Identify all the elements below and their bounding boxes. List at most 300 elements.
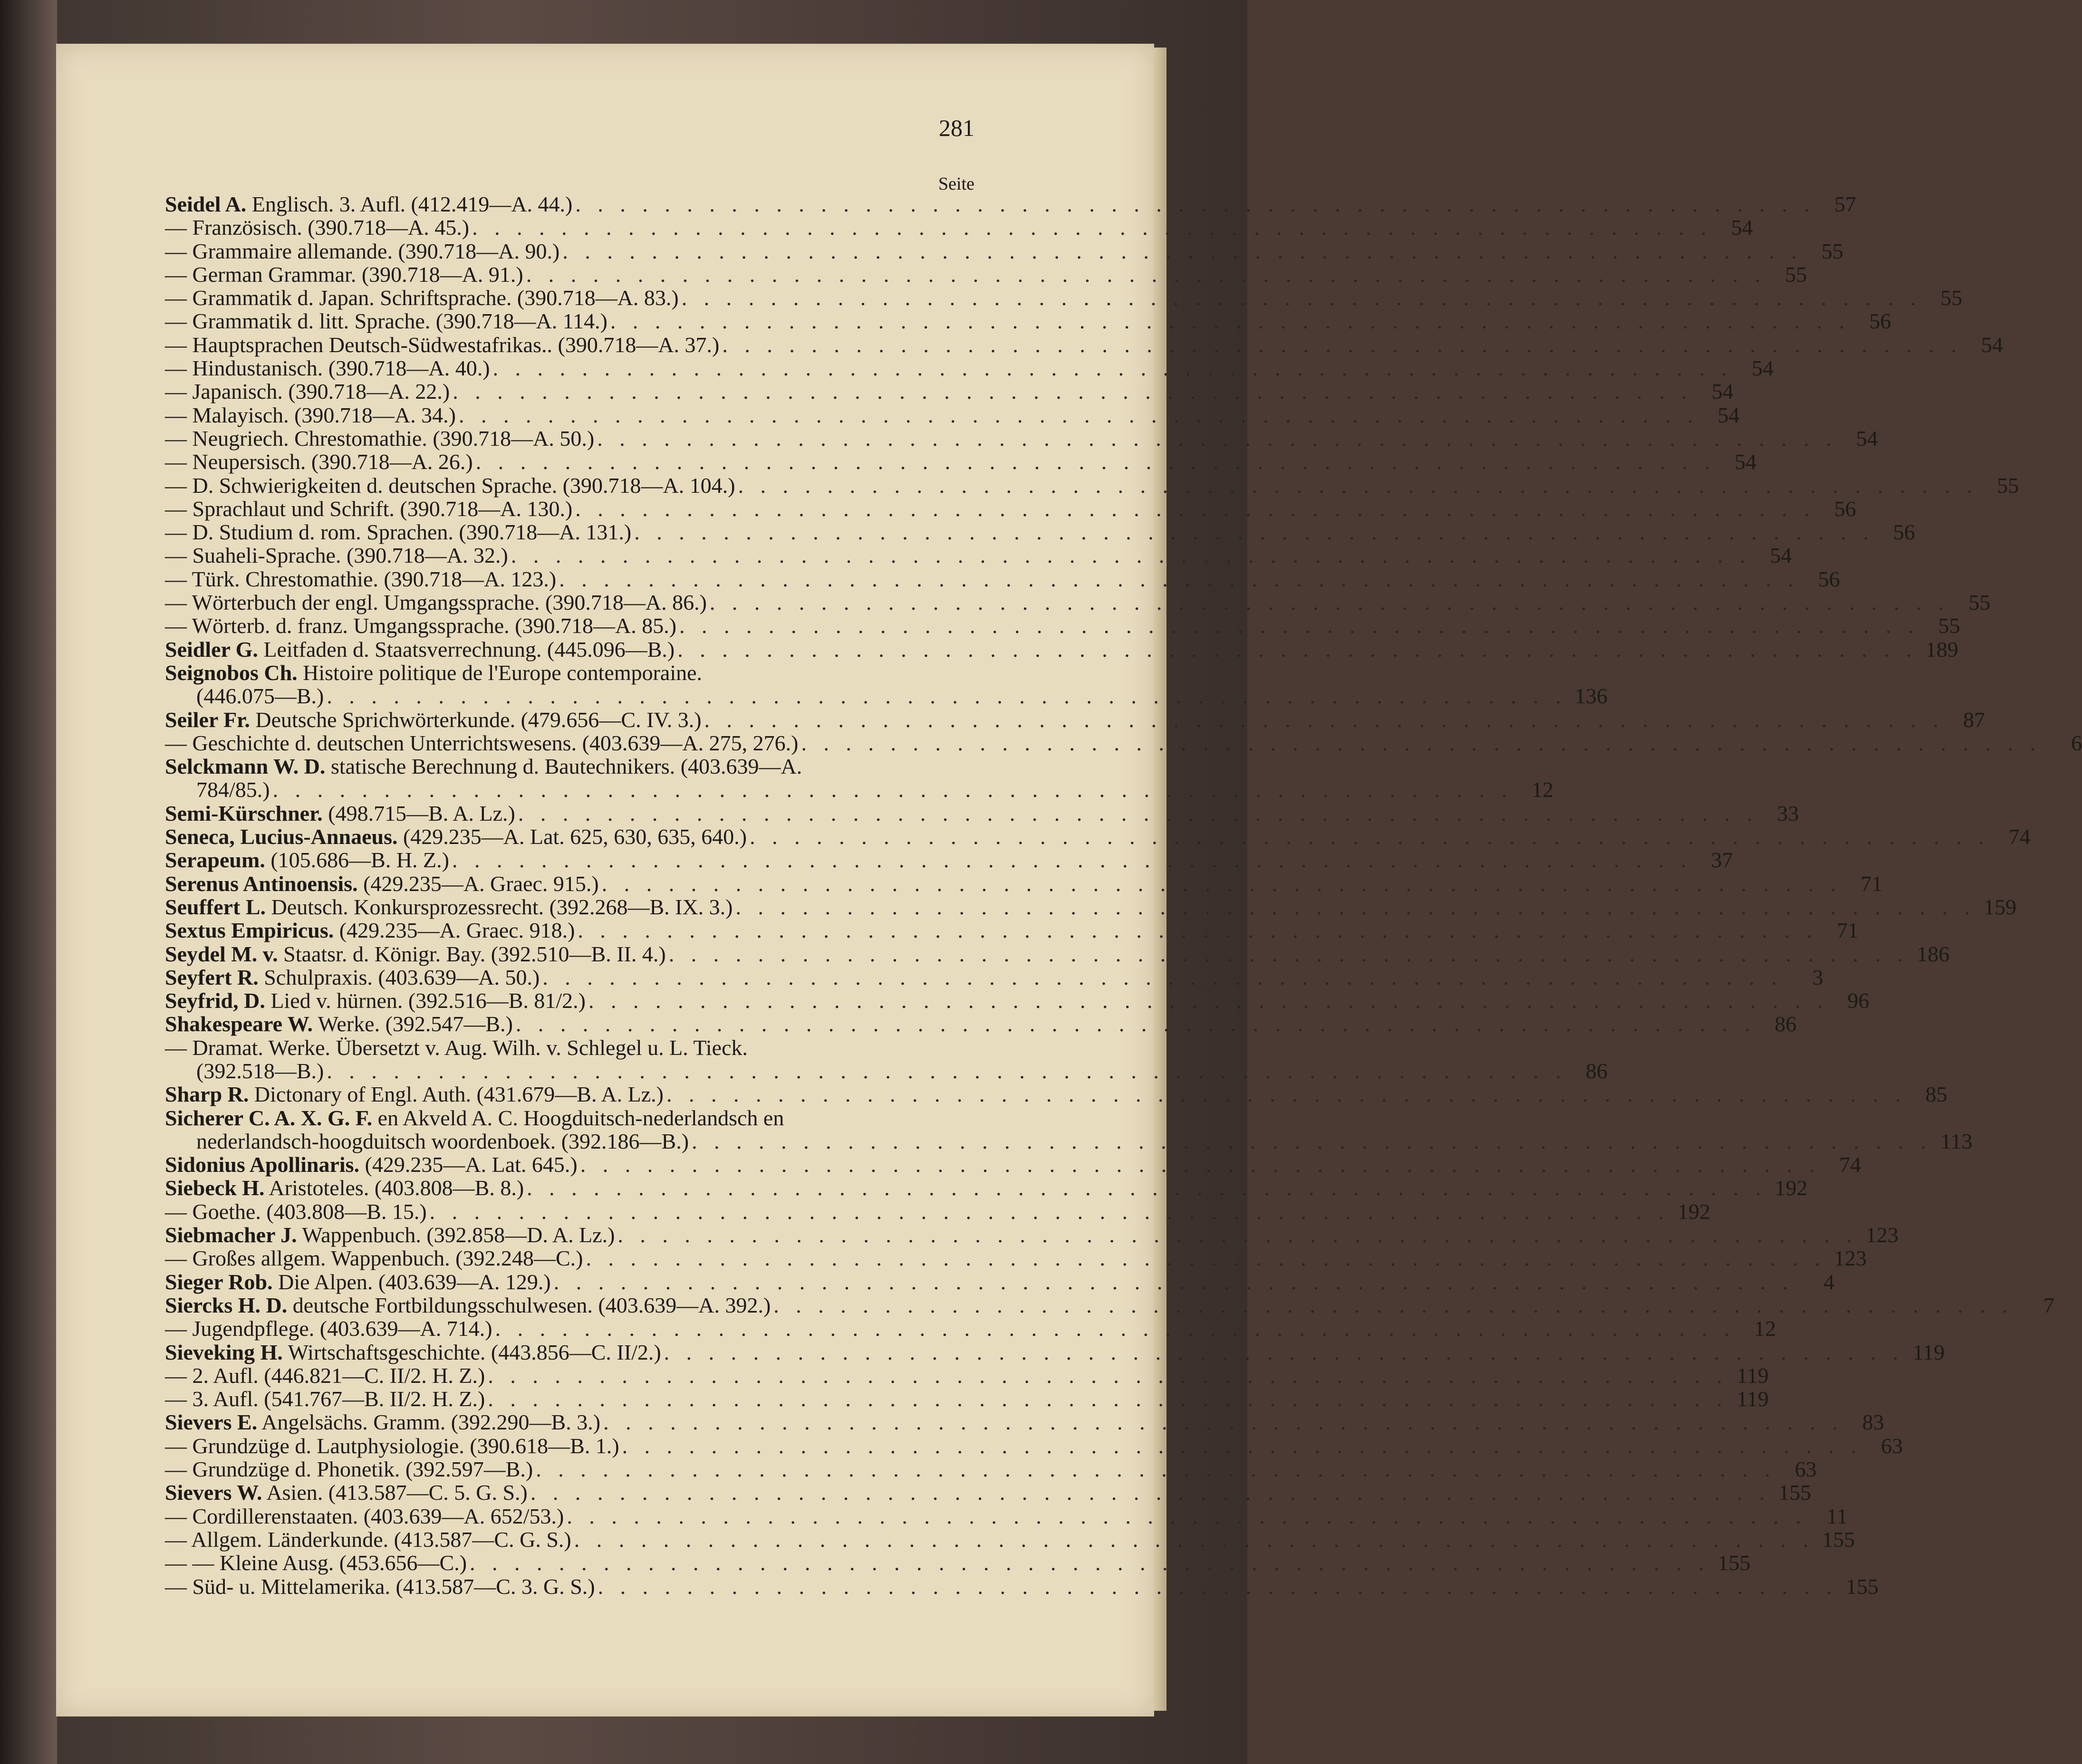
entry-title: Angelsächs. Gramm. (392.290—B. 3.) xyxy=(261,1410,601,1435)
index-entry xyxy=(165,309,1891,334)
entry-title: — Grammaire allemande. (390.718—A. 90.) xyxy=(165,239,560,263)
entry-text xyxy=(165,1317,492,1340)
entry-page-ref: 55 xyxy=(1821,239,1843,263)
entry-page-ref: 186 xyxy=(1917,941,1950,966)
entry-page-ref: 83 xyxy=(1862,1410,1884,1435)
index-entry xyxy=(165,1340,1945,1364)
leader-dots xyxy=(798,731,2044,755)
leader-dots xyxy=(575,919,1821,942)
leader-dots xyxy=(707,591,1953,614)
entry-page-ref: 56 xyxy=(1869,309,1891,334)
entry-page-ref: 71 xyxy=(1860,871,1883,896)
entry-page-ref: 155 xyxy=(1846,1574,1879,1599)
leader-dots xyxy=(559,240,1805,263)
leader-dots xyxy=(533,1457,1779,1481)
entry-title: — Goethe. (403.808—B. 15.) xyxy=(165,1199,427,1224)
index-entry xyxy=(165,566,1840,591)
index-entry xyxy=(165,1457,1817,1482)
entry-author: Seyfrid, D. xyxy=(165,988,265,1013)
entry-text xyxy=(165,450,473,473)
leader-dots xyxy=(619,1434,1865,1457)
entry-title: — Cordillerenstaaten. (403.639—A. 652/53.) xyxy=(165,1504,564,1528)
entry-author: Seydel M. v. xyxy=(165,941,278,966)
leader-dots xyxy=(719,333,1965,356)
index-entry xyxy=(165,192,1856,216)
entry-author: Shakespeare W. xyxy=(165,1012,313,1036)
entry-page-ref: 86 xyxy=(1774,1012,1797,1036)
entry-page-ref: 7 xyxy=(2043,1293,2054,1317)
index-entry xyxy=(165,1410,1884,1435)
leader-dots xyxy=(615,1223,1860,1246)
entry-text xyxy=(165,1294,771,1317)
entry-text xyxy=(165,1012,513,1035)
leader-dots xyxy=(578,1153,1823,1176)
entry-text xyxy=(165,1387,485,1410)
entry-page-ref: 155 xyxy=(1778,1480,1812,1505)
entry-page-ref: 11 xyxy=(1826,1504,1848,1528)
entry-author: Seneca, Lucius-Annaeus. xyxy=(165,824,398,849)
index-entry xyxy=(165,894,2016,919)
entry-text xyxy=(165,989,586,1012)
leader-dots xyxy=(324,1059,1570,1083)
leader-dots xyxy=(572,192,1818,216)
entry-text xyxy=(165,544,508,567)
entry-page-ref: 56 xyxy=(1893,520,1915,545)
entry-page-ref: 113 xyxy=(1940,1129,1973,1153)
entry-page-ref: 85 xyxy=(1925,1082,1947,1107)
entry-title: (429.235—A. Graec. 915.) xyxy=(363,871,599,896)
entry-title: (446.075—B.) xyxy=(196,684,324,709)
entry-text xyxy=(165,1246,583,1270)
index-entry xyxy=(165,590,1991,615)
index-entry xyxy=(165,684,1608,709)
index-entry xyxy=(165,239,1843,263)
index-entry xyxy=(165,707,1986,732)
index-entry xyxy=(165,824,2031,849)
entry-title: (105.686—B. H. Z.) xyxy=(270,848,449,872)
entry-text xyxy=(165,1434,619,1457)
entry-title: Englisch. 3. Aufl. (412.419—A. 44.) xyxy=(251,192,573,216)
entry-title: Histoire politique de l'Europe contemporaine. xyxy=(303,660,703,685)
entry-text xyxy=(165,1575,595,1598)
entry-text xyxy=(165,333,719,356)
entry-author: Sievers E. xyxy=(165,1410,258,1435)
entry-page-ref: 159 xyxy=(1983,894,2016,919)
index-entry xyxy=(165,496,1856,521)
entry-title: Die Alpen. (403.639—A. 129.) xyxy=(278,1269,551,1294)
entry-text xyxy=(165,1036,748,1059)
entry-title: — Geschichte d. deutschen Unterrichtswesens. (403.639—A. 275, 276.) xyxy=(165,730,799,755)
index-entries xyxy=(165,192,2082,1599)
entry-title: Wappenbuch. (392.858—D. A. Lz.) xyxy=(302,1223,615,1247)
index-entry xyxy=(165,777,1554,802)
index-entry xyxy=(165,988,1870,1013)
index-entry xyxy=(165,1504,1848,1528)
entry-text xyxy=(165,1410,600,1434)
index-entry xyxy=(165,1199,1711,1224)
entry-page-ref: 54 xyxy=(1711,379,1734,404)
leader-dots xyxy=(508,544,1754,567)
leader-dots xyxy=(515,802,1761,825)
index-entry xyxy=(165,520,1915,545)
entry-text xyxy=(165,497,572,520)
leader-dots xyxy=(427,1200,1673,1223)
leader-dots xyxy=(676,614,1922,637)
entry-text xyxy=(165,309,607,333)
entry-page-ref: 55 xyxy=(1997,473,2019,498)
index-entry xyxy=(165,1246,1867,1271)
entry-page-ref: 123 xyxy=(1834,1246,1867,1271)
index-entry xyxy=(165,730,2082,755)
index-entry xyxy=(165,941,1950,966)
leader-dots xyxy=(456,403,1702,427)
entry-title: — Grammatik d. litt. Sprache. (390.718—A. 114.) xyxy=(165,309,607,334)
entry-title: — D. Studium d. rom. Sprachen. (390.718—A. 131.) xyxy=(165,520,632,545)
leader-dots xyxy=(595,1575,1841,1598)
entry-title: — D. Schwierigkeiten d. deutschen Sprache. (390.718—A. 104.) xyxy=(165,473,735,498)
entry-author: Seidel A. xyxy=(165,192,247,216)
index-entry xyxy=(165,1129,1973,1153)
leader-dots xyxy=(771,1294,2016,1317)
entry-title: (429.235—A. Lat. 645.) xyxy=(365,1152,578,1177)
entry-title: — Süd- u. Mittelamerika. (413.587—C. 3. G. S.) xyxy=(165,1574,595,1599)
index-entry xyxy=(165,215,1753,240)
entry-author: Seiler Fr. xyxy=(165,707,250,732)
leader-dots xyxy=(675,638,1920,661)
entry-author: Seidler G. xyxy=(165,637,258,662)
entry-author: Siercks H. D. xyxy=(165,1293,288,1317)
entry-title: — — Kleine Ausg. (453.656—C.) xyxy=(165,1551,467,1575)
entry-title: (498.715—B. A. Lz.) xyxy=(328,801,515,825)
entry-text xyxy=(165,1551,467,1574)
index-entry xyxy=(165,1223,1899,1247)
entry-author: Selckmann W. D. xyxy=(165,754,326,779)
entry-title: statische Berechnung d. Bautechnikers. (403.639—A. xyxy=(330,754,802,779)
index-entry xyxy=(165,403,1740,427)
index-entry xyxy=(165,1082,1947,1107)
leader-dots xyxy=(702,708,1947,731)
index-entry xyxy=(165,1036,974,1059)
entry-text xyxy=(165,848,449,872)
index-entry xyxy=(165,965,1823,989)
index-entry xyxy=(165,426,1878,451)
leader-dots xyxy=(631,520,1877,544)
entry-text xyxy=(165,216,469,239)
entry-title: Werke. (392.547—B.) xyxy=(318,1012,513,1036)
entry-title: nederlandsch-hoogduitsch woordenboek. (392.186—B.) xyxy=(196,1129,689,1153)
entry-page-ref: 123 xyxy=(1865,1223,1899,1247)
entry-title: — Hindustanisch. (390.718—A. 40.) xyxy=(165,356,490,381)
index-entry xyxy=(165,755,974,778)
entry-page-ref: 54 xyxy=(1735,450,1757,474)
entry-page-ref: 12 xyxy=(1532,777,1554,802)
entry-page-ref: 54 xyxy=(1856,426,1878,451)
entry-text xyxy=(165,895,733,919)
entry-author: Siebmacher J. xyxy=(165,1223,297,1247)
leader-dots xyxy=(556,567,1802,591)
leader-dots xyxy=(551,1270,1797,1294)
leader-dots xyxy=(661,1341,1907,1364)
index-entry xyxy=(165,1433,1903,1458)
entry-author: Sharp R. xyxy=(165,1082,249,1107)
index-entry xyxy=(165,661,974,684)
entry-author: Sidonius Apollinaris. xyxy=(165,1152,360,1177)
entry-page-ref: 37 xyxy=(1711,848,1733,872)
index-entry xyxy=(165,848,1733,872)
leader-dots xyxy=(735,474,1981,497)
entry-text xyxy=(196,1130,689,1153)
entry-text xyxy=(165,966,540,989)
entry-title: Wirtschaftsgeschichte. (443.856—C. II/2.) xyxy=(288,1340,661,1364)
index-entry xyxy=(165,1316,1776,1341)
entry-text xyxy=(165,1200,427,1223)
index-entry xyxy=(165,1363,1769,1388)
index-entry xyxy=(165,262,1807,287)
entry-title: Aristoteles. (403.808—B. 8.) xyxy=(269,1176,524,1200)
entry-title: — Allgem. Länderkunde. (413.587—C. G. S.) xyxy=(165,1527,571,1552)
entry-title: — Jugendpflege. (403.639—A. 714.) xyxy=(165,1316,492,1341)
entry-title: 784/85.) xyxy=(196,777,270,802)
index-entry xyxy=(165,379,1734,404)
entry-text xyxy=(165,1481,528,1504)
leader-dots xyxy=(485,1364,1731,1387)
entry-author: Sievers W. xyxy=(165,1480,262,1505)
entry-page-ref: 54 xyxy=(1731,215,1753,240)
entry-page-ref: 56 xyxy=(1818,566,1840,591)
entry-title: (429.235—A. Lat. 625, 630, 635, 640.) xyxy=(403,824,747,849)
entry-page-ref: 155 xyxy=(1717,1551,1751,1575)
entry-page-ref: 12 xyxy=(1754,1316,1776,1341)
entry-page-ref: 74 xyxy=(1839,1152,1861,1177)
entry-author: Seyfert R. xyxy=(165,965,259,989)
entry-title: (429.235—A. Graec. 918.) xyxy=(339,918,575,943)
entry-text xyxy=(165,240,559,263)
entry-page-ref: 63 xyxy=(1881,1433,1903,1458)
entry-text xyxy=(165,919,575,942)
leader-dots xyxy=(572,497,1818,520)
leader-dots xyxy=(583,1246,1829,1270)
entry-title: — 3. Aufl. (541.767—B. II/2. H. Z.) xyxy=(165,1387,485,1411)
entry-text xyxy=(165,1083,664,1106)
entry-page-ref: 192 xyxy=(1774,1176,1808,1200)
entry-page-ref: 6 xyxy=(2071,730,2082,755)
index-entry xyxy=(165,332,2003,357)
leader-dots xyxy=(599,872,1845,895)
entry-page-ref: 192 xyxy=(1677,1199,1711,1224)
index-entry xyxy=(165,918,1859,943)
entry-page-ref: 119 xyxy=(1912,1340,1945,1364)
entry-title: — Japanisch. (390.718—A. 22.) xyxy=(165,379,450,404)
entry-page-ref: 119 xyxy=(1736,1387,1769,1411)
index-entry xyxy=(165,1269,1835,1294)
entry-page-ref: 189 xyxy=(1925,637,1958,662)
entry-title: — Hauptsprachen Deutsch-Südwestafrikas.. (390.718—A. 37.) xyxy=(165,332,720,357)
entry-page-ref: 87 xyxy=(1963,707,1986,732)
entry-page-ref: 54 xyxy=(1981,332,2003,357)
index-entry xyxy=(165,1176,1808,1200)
entry-text xyxy=(165,731,798,755)
leader-dots xyxy=(528,1481,1774,1504)
entry-text xyxy=(165,427,594,450)
leader-dots xyxy=(469,216,1715,239)
entry-title: — Suaheli-Sprache. (390.718—A. 32.) xyxy=(165,543,508,568)
leader-dots xyxy=(524,1176,1770,1199)
leader-dots xyxy=(324,684,1570,708)
index-entry xyxy=(165,1012,1797,1036)
entry-author: Sieger Rob. xyxy=(165,1269,273,1294)
entry-title: — German Grammar. (390.718—A. 91.) xyxy=(165,262,523,287)
entry-text xyxy=(196,1059,324,1083)
index-entry xyxy=(165,1551,1751,1575)
entry-title: — Türk. Chrestomathie. (390.718—A. 123.) xyxy=(165,566,557,591)
entry-text xyxy=(165,1223,615,1246)
entry-text xyxy=(165,1106,784,1130)
entry-title: (392.518—B.) xyxy=(196,1058,324,1083)
entry-page-ref: 155 xyxy=(1822,1527,1855,1552)
entry-author: Serapeum. xyxy=(165,848,265,872)
entry-text xyxy=(165,802,515,825)
index-entry xyxy=(165,1106,974,1130)
entry-title: en Akveld A. C. Hoogduitsch-nederlandsch en xyxy=(377,1105,784,1130)
entry-text xyxy=(165,1528,571,1551)
entry-text xyxy=(165,825,747,848)
leader-dots xyxy=(689,1130,1935,1153)
leader-dots xyxy=(600,1410,1846,1434)
entry-text xyxy=(196,684,324,708)
leader-dots xyxy=(513,1012,1759,1035)
index-entry xyxy=(165,356,1774,381)
leader-dots xyxy=(664,1083,1909,1106)
entry-page-ref: 4 xyxy=(1823,1269,1835,1294)
leader-dots xyxy=(747,825,1993,848)
entry-text xyxy=(165,1505,564,1528)
entry-text xyxy=(165,1341,661,1364)
leader-dots xyxy=(473,450,1719,473)
entry-title: — Wörterb. d. franz. Umgangssprache. (390.718—A. 85.) xyxy=(165,614,677,638)
index-entry xyxy=(165,801,1799,825)
entry-page-ref: 54 xyxy=(1717,403,1740,427)
entry-page-ref: 33 xyxy=(1777,801,1799,825)
entry-page-ref: 55 xyxy=(1968,590,1991,615)
index-entry xyxy=(165,1387,1769,1411)
entry-text xyxy=(165,1270,551,1294)
entry-text xyxy=(165,638,675,661)
entry-title: — Neugriech. Chrestomathie. (390.718—A. 50.) xyxy=(165,426,595,451)
leader-dots xyxy=(586,989,1831,1012)
entry-page-ref: 136 xyxy=(1574,684,1608,709)
entry-author: Sieveking H. xyxy=(165,1340,283,1364)
entry-title: — Neupersisch. (390.718—A. 26.) xyxy=(165,450,473,474)
leader-dots xyxy=(492,1317,1738,1340)
entry-title: — Grammatik d. Japan. Schriftsprache. (390.718—A. 83.) xyxy=(165,286,679,310)
entry-text xyxy=(165,474,735,497)
entry-page-ref: 63 xyxy=(1794,1457,1817,1482)
leader-dots xyxy=(270,778,1516,801)
entry-page-ref: 54 xyxy=(1770,543,1792,568)
entry-title: Schulpraxis. (403.639—A. 50.) xyxy=(264,965,540,989)
entry-page-ref: 55 xyxy=(1785,262,1807,287)
index-entry xyxy=(165,543,1792,568)
entry-text xyxy=(165,942,666,966)
entry-page-ref: 54 xyxy=(1752,356,1774,381)
leader-dots xyxy=(594,427,1840,450)
entry-page-ref: 55 xyxy=(1940,286,1963,310)
entry-author: Semi-Kürschner. xyxy=(165,801,323,825)
entry-text xyxy=(165,755,802,778)
entry-title: — Sprachlaut und Schrift. (390.718—A. 130.) xyxy=(165,496,573,521)
leader-dots xyxy=(540,966,1785,989)
entry-page-ref: 57 xyxy=(1834,192,1856,216)
entry-title: deutsche Fortbildungsschulwesen. (403.639—A. 392.) xyxy=(292,1293,771,1317)
entry-title: Deutsch. Konkursprozessrecht. (392.268—B. IX. 3.) xyxy=(271,894,733,919)
entry-text xyxy=(165,192,572,216)
leader-dots xyxy=(485,1387,1731,1410)
entry-title: — Dramat. Werke. Übersetzt v. Aug. Wilh. v. Schlegel u. L. Tieck. xyxy=(165,1035,748,1060)
entry-text xyxy=(165,1153,578,1176)
leader-dots xyxy=(523,263,1769,286)
entry-text xyxy=(165,1457,533,1481)
index-entry xyxy=(165,614,1960,638)
entry-title: — Grundzüge d. Phonetik. (392.597—B.) xyxy=(165,1457,533,1482)
index-entry xyxy=(165,871,1883,896)
leader-dots xyxy=(449,848,1695,872)
column-header-seite: Seite xyxy=(938,174,974,194)
index-entry xyxy=(165,1058,1608,1083)
entry-text xyxy=(165,263,523,286)
entry-page-ref: 119 xyxy=(1736,1363,1769,1388)
leader-dots xyxy=(679,286,1925,309)
entry-text xyxy=(165,661,702,684)
index-entry xyxy=(165,450,1757,474)
entry-title: Asien. (413.587—C. 5. G. S.) xyxy=(266,1480,528,1505)
entry-text xyxy=(165,356,490,380)
entry-title: Lied v. hürnen. (392.516—B. 81/2.) xyxy=(270,988,586,1013)
entry-page-ref: 74 xyxy=(2008,824,2031,849)
entry-title: Leitfaden d. Staatsverrechnung. (445.096—B.) xyxy=(263,637,675,662)
entry-page-ref: 3 xyxy=(1812,965,1823,989)
entry-text xyxy=(165,1364,485,1387)
leader-dots xyxy=(564,1505,1810,1528)
entry-text xyxy=(165,403,456,427)
entry-text xyxy=(165,567,556,591)
entry-text xyxy=(165,872,599,895)
entry-title: — Französisch. (390.718—A. 45.) xyxy=(165,215,470,240)
entry-page-ref: 55 xyxy=(1938,614,1960,638)
entry-text xyxy=(196,778,270,801)
book-spine-shadow xyxy=(0,0,57,1764)
entry-title: Dictonary of Engl. Auth. (431.679—B. A. Lz.) xyxy=(254,1082,664,1107)
entry-author: Seignobos Ch. xyxy=(165,660,298,685)
entry-author: Sextus Empiricus. xyxy=(165,918,334,943)
leader-dots xyxy=(490,356,1736,380)
entry-text xyxy=(165,614,676,637)
entry-author: Serenus Antinoensis. xyxy=(165,871,358,896)
leader-dots xyxy=(666,942,1912,966)
entry-text xyxy=(165,520,631,544)
index-entry xyxy=(165,473,2019,498)
entry-page-ref: 56 xyxy=(1834,496,1856,521)
page-number: 281 xyxy=(939,115,974,141)
entry-page-ref: 96 xyxy=(1847,988,1870,1013)
entry-title: Staatsr. d. Königr. Bay. (392.510—B. II. 4.) xyxy=(283,941,666,966)
entry-title: — Malayisch. (390.718—A. 34.) xyxy=(165,403,456,427)
entry-title: — Grundzüge d. Lautphysiologie. (390.618—B. 1.) xyxy=(165,1433,619,1458)
index-entry xyxy=(165,637,1958,662)
entry-title: — Großes allgem. Wappenbuch. (392.248—C.) xyxy=(165,1246,583,1271)
leader-dots xyxy=(467,1551,1713,1574)
index-entry xyxy=(165,1152,1861,1177)
leader-dots xyxy=(571,1528,1817,1551)
